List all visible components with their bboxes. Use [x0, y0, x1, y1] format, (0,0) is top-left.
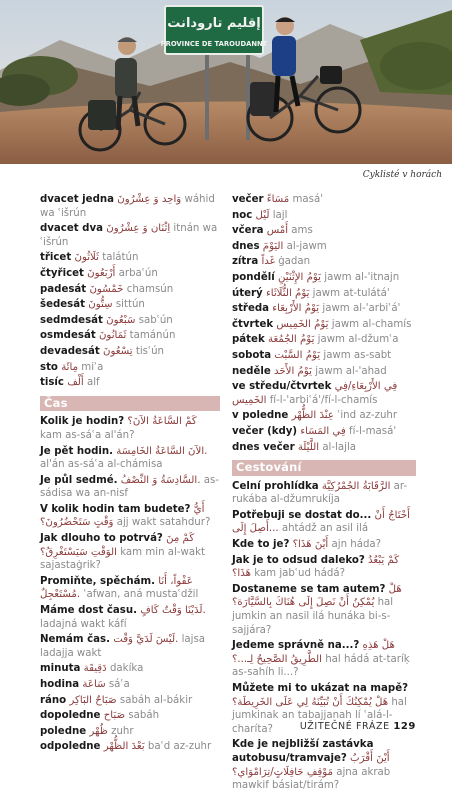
czech-phrase: noc	[232, 209, 253, 221]
czech-phrase: Jak dlouho to potrvá?	[40, 533, 163, 545]
czech-phrase: Je půl sedmé.	[40, 474, 118, 486]
arabic-phrase: صَبَاح	[103, 710, 126, 722]
czech-phrase: Dostaneme se tam autem?	[232, 583, 386, 595]
phrase-entry	[40, 222, 220, 249]
transliteration: dakíka	[109, 663, 144, 675]
arabic-phrase: يَوْمُ الأَحَد	[274, 365, 312, 377]
phrase-entry	[232, 365, 416, 379]
phrase-entry	[232, 554, 416, 581]
czech-phrase: Kde je nejbližší zastávka autobusu/tramvaje?	[232, 739, 374, 764]
czech-phrase: večer	[232, 194, 264, 205]
czech-phrase: čtvrtek	[232, 318, 274, 330]
phrase-entry	[232, 271, 416, 285]
phrase-entry	[40, 709, 220, 723]
transliteration: al-jawm	[286, 240, 327, 252]
arabic-phrase: فِي الأَرْبِعَاءِ/فِي الخَمِيس	[232, 381, 398, 406]
czech-phrase: čtyřicet	[40, 267, 84, 279]
czech-phrase: večer (kdy)	[232, 425, 298, 437]
phrase-entry	[40, 575, 220, 602]
arabic-phrase: مَسَاءً	[266, 194, 290, 205]
footer-label: UŽITEČNÉ FRÁZE	[299, 721, 390, 732]
arabic-phrase: ثَمَانُونَ	[98, 330, 127, 342]
transliteration: itnán wa ʿišrún	[40, 223, 218, 248]
transliteration: ʿind az-zuhr	[337, 410, 398, 422]
phrase-entry	[232, 255, 416, 269]
numbers-list	[40, 193, 220, 390]
czech-phrase: pondělí	[232, 271, 275, 283]
czech-phrase: dvacet dva	[40, 223, 103, 235]
czech-phrase: minuta	[40, 663, 81, 675]
transliteration: masá'	[292, 194, 324, 205]
arabic-phrase: ظُهْر	[89, 725, 108, 737]
page-footer	[300, 721, 416, 732]
arabic-phrase: أَيْنَ أَقْرَبُ مَوْقِفِ حَافِلَاتٍ/تِرَامْوَاي؟	[232, 752, 390, 778]
transliteration: kam jabʿud hádá?	[254, 568, 345, 580]
phrase-entry	[40, 361, 220, 375]
arabic-phrase: كَمْ السَّاعَةُ الآنَ؟	[127, 416, 197, 428]
phrase-entry	[40, 376, 220, 390]
arabic-phrase: لَيْسَ لَدَيَّ وَقْت.	[113, 634, 179, 646]
arabic-phrase: تِسْعُونَ	[102, 345, 133, 357]
transliteration: lajsa ladajja wakt	[40, 634, 206, 659]
transliteration: baʿd az-zuhr	[147, 741, 212, 753]
phrase-entry	[40, 740, 220, 754]
phrase-entry	[40, 474, 220, 501]
phrase-entry	[232, 193, 416, 207]
czech-phrase: dnes	[232, 240, 260, 252]
phrase-entry	[232, 583, 416, 637]
czech-phrase: V kolik hodin tam budete?	[40, 503, 191, 515]
transliteration: tamánún	[129, 330, 176, 342]
arabic-phrase: عِنْدَ الظُّهْر	[291, 410, 334, 422]
arabic-phrase: فِي المَسَاء	[300, 425, 346, 437]
czech-phrase: Celní prohlídka	[232, 480, 319, 492]
arabic-phrase: صَبَاحٌ البَاكِر	[69, 694, 117, 706]
arabic-phrase: هَلْ يُمْكِنُكَ أَنْ تُبَيِّنَهُ لِي عَلَى الخَرِيطَة؟	[232, 696, 389, 708]
czech-phrase: tisíc	[40, 377, 64, 389]
transliteration: jawm at-tulátá'	[312, 287, 390, 299]
arabic-phrase: يَوْمُ الإِثْنَيْنِ	[277, 271, 322, 283]
transliteration: sáʿa	[108, 679, 130, 690]
arabic-phrase: سِتُّونَ	[88, 299, 113, 311]
arabic-phrase: دَقِيقَة	[83, 663, 107, 675]
arabic-phrase: أَيُّ وَقْتٍ سَتَحْضُرُونَ؟	[40, 503, 205, 529]
czech-phrase: Kolik je hodin?	[40, 416, 125, 428]
phrase-entry	[232, 738, 416, 792]
phrase-entry	[40, 662, 220, 676]
czech-phrase: Jedeme správně na...?	[232, 640, 360, 652]
phrase-entry	[40, 345, 220, 359]
page-number: 129	[393, 721, 416, 732]
transliteration: alf	[86, 377, 100, 389]
section-heading-cestovani: Cestování	[232, 460, 416, 476]
phrase-entry	[232, 240, 416, 254]
transliteration: jawm as-sabt	[323, 349, 392, 361]
transliteration: sabʿún	[138, 314, 173, 326]
phrase-entry	[40, 678, 220, 692]
transliteration: wáhid wa ʿišrún	[40, 194, 215, 219]
arabic-phrase: أَلْف	[67, 377, 84, 389]
left-column	[40, 193, 220, 756]
arabic-phrase: أَحْتَاجُ أَنْ أَصِلَ إِلَى...	[232, 509, 410, 535]
phrase-entry	[40, 415, 220, 442]
arabic-phrase: الآنَ السَّاعَةُ الخَامِسَة.	[116, 445, 208, 457]
czech-phrase: padesát	[40, 283, 87, 295]
czech-phrase: úterý	[232, 287, 263, 299]
arabic-phrase: اليَوْمَ	[262, 240, 284, 252]
czech-phrase: Jak je to odsud daleko?	[232, 554, 365, 566]
arabic-phrase: السَّادِسَةُ وَ النِّصْفُ.	[120, 474, 201, 486]
arabic-phrase: عَفْواً، أَنَا مُسْتَعْجِلٌ.	[40, 575, 193, 601]
czech-phrase: Máme dost času.	[40, 605, 137, 617]
phrase-entry	[232, 287, 416, 301]
phrase-entry	[232, 639, 416, 680]
phrase-entry	[40, 298, 220, 312]
transliteration: ġadan	[278, 256, 311, 268]
czech-phrase: šedesát	[40, 299, 85, 311]
phrase-entry	[232, 333, 416, 347]
transliteration: sabáh	[128, 710, 160, 722]
czech-phrase: dnes večer	[232, 441, 295, 453]
transliteration: jawm al-chamís	[331, 318, 412, 330]
czech-phrase: sto	[40, 361, 58, 373]
czech-phrase: Promiňte, spěchám.	[40, 575, 155, 587]
phrase-entry	[232, 538, 416, 552]
arabic-phrase: هَلْ هَذِهِ الطَّرِيقُ الصَّحِيحُ لِـ...؟	[232, 640, 395, 665]
transliteration: sittún	[115, 299, 145, 311]
arabic-phrase: خَمْسُونَ	[89, 283, 124, 295]
phrase-entry	[40, 314, 220, 328]
transliteration: sabáh al-bákir	[119, 694, 193, 706]
phrase-entry	[232, 480, 416, 507]
arabic-phrase: يَوْمُ الأَرْبِعَاء	[272, 303, 320, 315]
arabic-phrase: مِائَة	[61, 361, 79, 373]
phrase-entry	[40, 329, 220, 343]
transliteration: ajn háda?	[331, 539, 382, 551]
czech-phrase: hodina	[40, 679, 80, 690]
transliteration: hal jumkin an nasil ilá hunáka bi-s-sajjára?	[232, 597, 394, 636]
transliteration: ams	[291, 225, 313, 237]
czech-phrase: sedmdesát	[40, 314, 103, 326]
transliteration: talátún	[102, 252, 139, 264]
czech-phrase: třicet	[40, 252, 72, 264]
phrase-entry	[232, 318, 416, 332]
czech-phrase: Potřebuji se dostat do...	[232, 509, 372, 521]
transliteration: jawm al-'itnajn	[324, 271, 400, 283]
transliteration: fí-l-'arbiʿá'/fí-l-chamís	[269, 394, 378, 406]
arabic-phrase: يَوْمُ الثُّلَاثَاء	[265, 287, 310, 299]
transliteration: chamsún	[126, 283, 174, 295]
transliteration: lajl	[272, 209, 288, 221]
arabic-phrase: أَمْس	[266, 225, 289, 237]
phrase-entry	[232, 409, 416, 423]
phrase-entry	[232, 509, 416, 536]
section-heading-cas: Čas	[40, 396, 220, 412]
czech-phrase: Je pět hodin.	[40, 445, 114, 457]
czech-phrase: sobota	[232, 349, 272, 361]
arabic-phrase: وَاحِد وَ عِشْرُونَ	[117, 194, 182, 205]
phrase-entry	[232, 302, 416, 316]
transliteration: fí-l-masá'	[349, 425, 397, 437]
photo-caption: Cyklisté v horách	[362, 170, 442, 180]
arabic-phrase: يَوْمُ السَّبْت	[274, 349, 321, 361]
transliteration: hal jumkinak an tabajjanah lí ʿalá-l-charíta?	[232, 696, 407, 735]
transliteration: kam as-sáʿa al'án?	[40, 429, 135, 441]
transliteration: al'án as-sáʿa al-chámisa	[40, 459, 163, 471]
travel-phrases-list	[232, 480, 416, 793]
arabic-phrase: يَوْمُ الخَمِيس	[276, 318, 329, 330]
phrase-entry	[232, 380, 416, 407]
phrase-entry	[232, 224, 416, 238]
arabic-phrase: بَعْدَ الظُّهْر	[103, 741, 145, 753]
transliteration: ar-rukába al-džumrukíja	[232, 480, 408, 506]
arabic-phrase: اِثْنَان وَ عِشْرُونَ	[106, 223, 171, 235]
transliteration: arbaʿún	[118, 267, 158, 279]
czech-phrase: osmdesát	[40, 330, 96, 342]
czech-phrase: pátek	[232, 334, 265, 346]
arabic-phrase: الرَّقَابَةُ الجُمْرُكِيَّة	[321, 480, 391, 492]
czech-phrase: poledne	[40, 725, 87, 737]
arabic-phrase: هَلْ يُمْكِنُ أَنْ نَصِلَ إِلَى هُنَاكَ بِالسَّيَّارَة؟	[232, 583, 402, 609]
transliteration: tisʿún	[135, 345, 165, 357]
transliteration: ajj wakt satahdur?	[116, 517, 211, 529]
czech-phrase: dopoledne	[40, 710, 101, 722]
czech-phrase: dvacet jedna	[40, 194, 114, 205]
cyclists-photo	[0, 0, 452, 164]
czech-phrase: Můžete mi to ukázat na mapě?	[232, 683, 409, 694]
days-list	[232, 193, 416, 454]
arabic-phrase: ثَلَاثُونَ	[74, 252, 99, 264]
phrase-entry	[40, 251, 220, 265]
transliteration: hal hádá at-taríḳ as-sahíh li...?	[232, 653, 410, 679]
arabic-phrase: يَوْمُ الجُمُعَة	[267, 334, 315, 346]
transliteration: jawm al-'ahad	[315, 365, 387, 377]
arabic-phrase: غَداً	[261, 256, 275, 268]
arabic-phrase: لَيْل	[255, 209, 270, 221]
sign-latin: PROVINCE DE TAROUDANNT	[160, 40, 268, 48]
phrase-entry	[40, 283, 220, 297]
czech-phrase: v poledne	[232, 410, 289, 422]
phrase-entry	[40, 503, 220, 530]
czech-phrase: ráno	[40, 694, 67, 706]
phrase-entry	[232, 209, 416, 223]
arabic-phrase: سَاعَة	[82, 679, 106, 690]
czech-phrase: středa	[232, 303, 270, 315]
arabic-phrase: كَمْ مِنَ الوَقْتِ سَيَسْتَغْرِقُ؟	[40, 533, 195, 558]
transliteration: as-sádisa wa an-nisf	[40, 474, 219, 500]
phrase-entry	[232, 441, 416, 455]
phrase-entry	[40, 633, 220, 660]
transliteration: jawm al-'arbiʿá'	[322, 303, 401, 315]
sign-arabic: إقليم تارودانت	[167, 16, 261, 31]
czech-phrase: ve středu/čtvrtek	[232, 381, 332, 393]
czech-phrase: neděle	[232, 365, 271, 377]
czech-phrase: včera	[232, 225, 264, 237]
transliteration: ahtádž an asil ilá	[281, 523, 369, 535]
phrase-entry	[40, 532, 220, 573]
phrase-entry	[232, 425, 416, 439]
czech-phrase: Kde to je?	[232, 539, 290, 551]
phrase-entry	[40, 604, 220, 631]
arabic-phrase: لَدَيْنَا وَقْتٌ كَافٍ.	[140, 605, 206, 617]
time-phrases-list	[40, 415, 220, 754]
phrase-entry	[40, 267, 220, 281]
phrase-entry	[40, 193, 220, 220]
arabic-phrase: أَيْنَ هَذَا؟	[292, 539, 329, 551]
transliteration: jawm al-džumʿa	[317, 334, 399, 346]
transliteration: al-lajla	[322, 441, 357, 453]
phrase-entry	[40, 725, 220, 739]
arabic-phrase: كَمْ يَبْعُدُ هَذَا؟	[232, 554, 400, 580]
arabic-phrase: أَرْبَعُونَ	[87, 267, 116, 279]
transliteration: ʿafwan, aná mustaʿdžil	[83, 589, 199, 601]
right-column	[232, 193, 416, 795]
phrase-entry	[232, 349, 416, 363]
czech-phrase: odpoledne	[40, 741, 101, 753]
phrase-entry	[40, 694, 220, 708]
phrase-entry	[40, 445, 220, 472]
header-photo	[0, 0, 452, 164]
transliteration: kam min al-wakt sajastaġrik?	[40, 546, 205, 572]
czech-phrase: zítra	[232, 256, 259, 268]
transliteration: miʾa	[81, 361, 104, 373]
arabic-phrase: سَبْعُونَ	[106, 314, 136, 326]
transliteration: ladajná wakt káfí	[40, 618, 127, 630]
czech-phrase: Nemám čas.	[40, 634, 110, 646]
transliteration: ajna akrab mawkif básiat/tirám?	[232, 766, 391, 792]
transliteration: zuhr	[111, 725, 134, 737]
czech-phrase: devadesát	[40, 345, 100, 357]
arabic-phrase: اللَّيْلَة	[297, 441, 320, 453]
